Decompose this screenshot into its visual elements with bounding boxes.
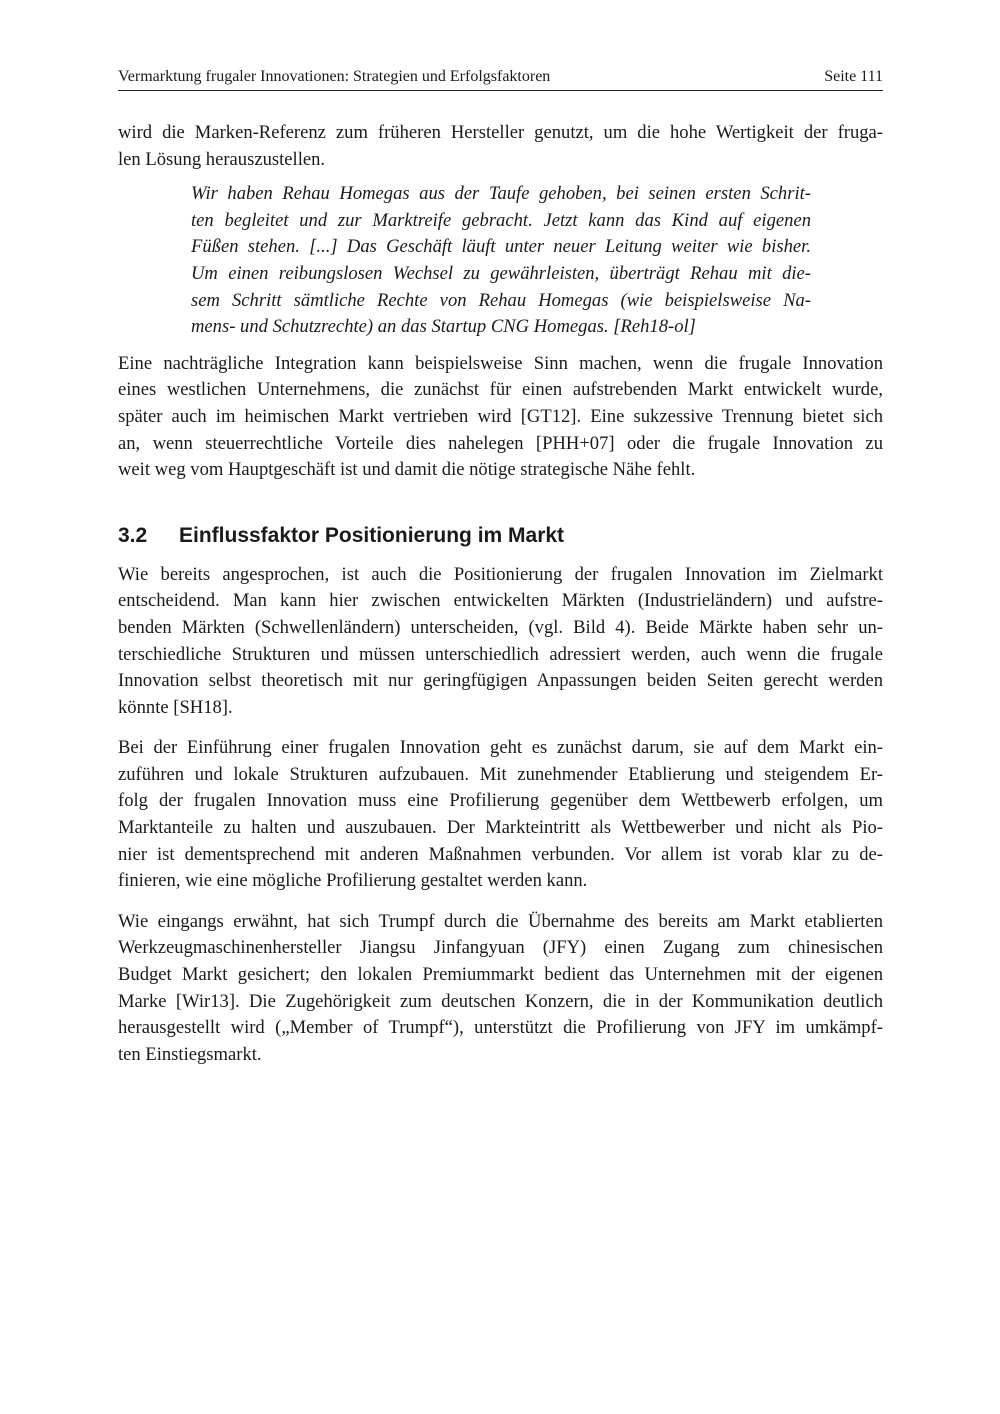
text-line: zuführen und lokale Strukturen aufzubauen. Mit zunehmender Etablierung und steigendem Er-: [118, 763, 883, 785]
section-number: 3.2: [118, 523, 148, 547]
text-line: folg der frugalen Innovation muss eine Profilierung gegenüber dem Wettbewerb erfolgen, um: [118, 790, 883, 812]
page-number: Seite 111: [824, 68, 883, 85]
paragraph-4: [118, 735, 883, 895]
text-line: nier ist dementsprechend mit anderen Maßnahmen verbunden. Vor allem ist vorab klar zu de-: [118, 843, 883, 865]
quote-line: Wir haben Rehau Homegas aus der Taufe gehoben, bei seinen ersten Schrit-: [191, 183, 811, 205]
text-line: Bei der Einführung einer frugalen Innovation geht es zunächst darum, sie auf dem Markt ein-: [118, 737, 883, 759]
quote-line: sem Schritt sämtliche Rechte von Rehau Homegas (wie beispielsweise Na-: [191, 289, 811, 311]
text-line: eines westlichen Unternehmens, die zunächst für einen aufstrebenden Markt entwickelt wurde,: [118, 379, 883, 401]
text-line: terschiedliche Strukturen und müssen unterschiedlich adressiert werden, auch wenn die frugale: [118, 643, 883, 665]
text-line: wird die Marken-Referenz zum früheren Hersteller genutzt, um die hohe Wertigkeit der fruga-: [118, 122, 883, 143]
text-line: Wie bereits angesprochen, ist auch die Positionierung der frugalen Innovation im Zielmarkt: [118, 563, 883, 585]
text-line: Innovation selbst theoretisch mit nur geringfügigen Anpassungen beiden Seiten gerecht werden: [118, 670, 883, 692]
paragraph-2: [118, 351, 883, 484]
paragraph-3: [118, 562, 883, 722]
quote-line: Um einen reibungslosen Wechsel zu gewährleisten, überträgt Rehau mit die-: [191, 262, 811, 284]
section-heading: [118, 522, 883, 550]
text-line: herausgestellt wird („Member of Trumpf“), unterstützt die Profilierung von JFY im umkämpf-: [118, 1017, 883, 1039]
text-line: Budget Markt gesichert; den lokalen Premiummarkt bedient das Unternehmen mit der eigenen: [118, 964, 883, 986]
text-line: könnte [SH18].: [118, 696, 233, 718]
block-quote: [191, 181, 811, 341]
quote-line: ten begleitet und zur Marktreife gebracht. Jetzt kann das Kind auf eigenen: [191, 209, 811, 231]
text-line: Marke [Wir13]. Die Zugehörigkeit zum deutschen Konzern, die in der Kommunikation deutlich: [118, 990, 883, 1012]
text-line: len Lösung herauszustellen.: [118, 148, 326, 170]
paragraph-1: [118, 120, 883, 173]
text-line: Marktanteile zu halten und auszubauen. Der Markteintritt als Wettbewerber und nicht als Pio-: [118, 817, 883, 839]
text-line: Eine nachträgliche Integration kann beispielsweise Sinn machen, wenn die frugale Innovation: [118, 352, 883, 374]
quote-line: mens- und Schutzrechte) an das Startup CNG Homegas. [Reh18-ol]: [191, 316, 696, 338]
text-line: benden Märkten (Schwellenländern) unterscheiden, (vgl. Bild 4). Beide Märkte haben sehr un-: [118, 616, 883, 638]
text-line: Wie eingangs erwähnt, hat sich Trumpf durch die Übernahme des bereits am Markt etablierten: [118, 910, 883, 932]
paragraph-5: [118, 909, 883, 1069]
text-line: an, wenn steuerrechtliche Vorteile dies nahelegen [PHH+07] oder die frugale Innovation zu: [118, 432, 883, 454]
quote-line: Füßen stehen. [...] Das Geschäft läuft unter neuer Leitung weiter wie bisher.: [191, 236, 811, 258]
header-title: Vermarktung frugaler Innovationen: Strategien und Erfolgsfaktoren: [118, 68, 551, 85]
page-body: [118, 120, 883, 1068]
running-header: [118, 64, 883, 91]
text-line: ten Einstiegsmarkt.: [118, 1043, 262, 1065]
text-line: finieren, wie eine mögliche Profilierung gestaltet werden kann.: [118, 870, 588, 892]
text-line: entscheidend. Man kann hier zwischen entwickelten Märkten (Industrieländern) und aufstre-: [118, 590, 883, 612]
text-line: weit weg vom Hauptgeschäft ist und damit die nötige strategische Nähe fehlt.: [118, 459, 696, 481]
text-line: später auch im heimischen Markt vertrieben wird [GT12]. Eine sukzessive Trennung bietet sich: [118, 405, 883, 427]
section-title: Einflussfaktor Positionierung im Markt: [179, 523, 565, 547]
text-line: Werkzeugmaschinenhersteller Jiangsu Jinfangyuan (JFY) einen Zugang zum chinesischen: [118, 937, 883, 959]
